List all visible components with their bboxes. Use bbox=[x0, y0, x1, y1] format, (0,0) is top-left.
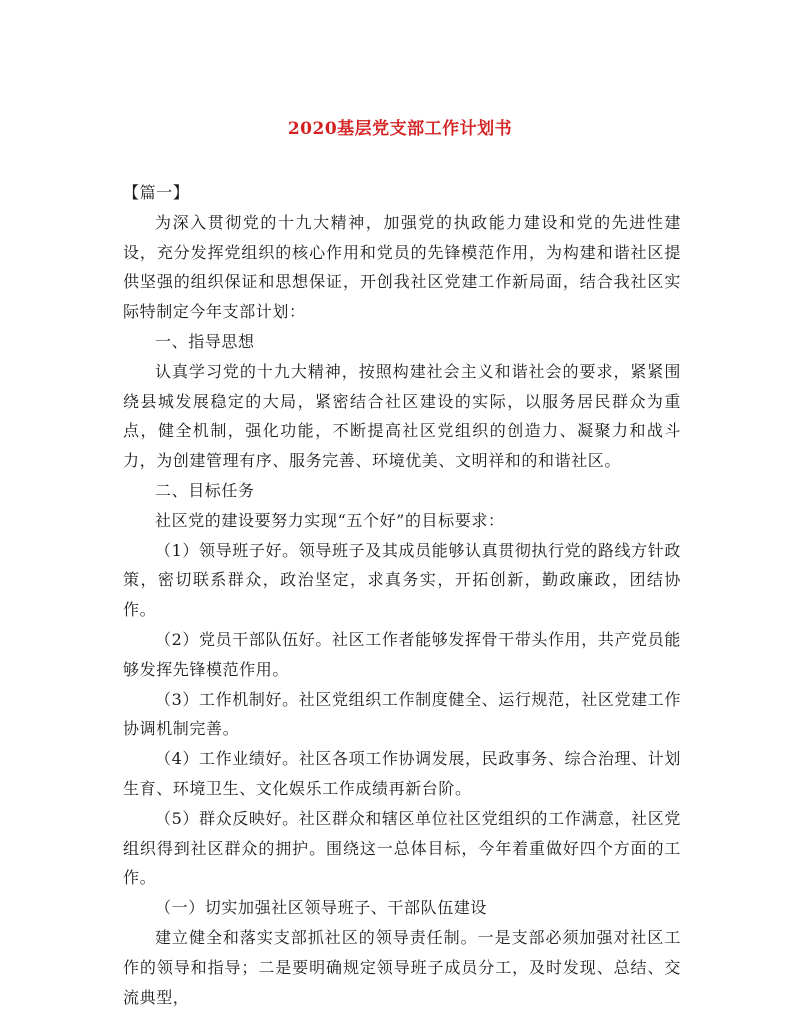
heading-goals-tasks: 二、目标任务 bbox=[155, 480, 255, 500]
paragraph-guiding-ideology: 认真学习党的十九大精神，按照构建社会主义和谐社会的要求，紧紧围绕县城发展稳定的大局，紧密结合社区建设的实际，以服务居民群众为重点，健全机制，强化功能，不断提高社区党组织的创造力、凝聚力和战斗力，为创建管理有序、服务完善、环境优美、文明祥和的和谐社区。 bbox=[123, 361, 681, 471]
document-title: 2020基层党支部工作计划书 bbox=[287, 119, 513, 139]
heading-guiding-ideology: 一、指导思想 bbox=[155, 331, 255, 351]
list-item-goal-2: （2）党员干部队伍好。社区工作者能够发挥骨干带头作用，共产党员能够发挥先锋模范作用。 bbox=[123, 629, 681, 679]
subheading-leadership: （一）切实加强社区领导班子、干部队伍建设 bbox=[155, 898, 488, 918]
list-item-goal-3: （3）工作机制好。社区党组织工作制度健全、运行规范，社区党建工作协调机制完善。 bbox=[123, 689, 681, 739]
list-item-goal-4: （4）工作业绩好。社区各项工作协调发展，民政事务、综合治理、计划生育、环境卫生、文化娱乐工作成绩再新台阶。 bbox=[123, 749, 681, 798]
paragraph-intro: 为深入贯彻党的十九大精神，加强党的执政能力建设和党的先进性建设，充分发挥党组织的核心作用和党员的先锋模范作用，为构建和谐社区提供坚强的组织保证和思想保证，开创我社区党建工作新局面，结合我社区实际特制定今年支部计划： bbox=[123, 212, 681, 322]
list-item-goal-1: （1）领导班子好。领导班子及其成员能够认真贯彻执行党的路线方针政策，密切联系群众，政治坚定，求真务实，开拓创新，勤政廉政，团结协作。 bbox=[123, 540, 681, 620]
document-body bbox=[123, 178, 681, 1012]
paragraph-five-goods: 社区党的建设要努力实现“五个好”的目标要求： bbox=[155, 510, 505, 530]
section-label: 【篇一】 bbox=[123, 183, 190, 202]
list-item-goal-5: （5）群众反映好。社区群众和辖区单位社区党组织的工作满意，社区党组织得到社区群众的拥护。围绕这一总体目标，今年着重做好四个方面的工作。 bbox=[123, 808, 681, 888]
paragraph-responsibility: 建立健全和落实支部抓社区的领导责任制。一是支部必须加强对社区工作的领导和指导；二是要明确规定领导班子成员分工，及时发现、总结、交流典型， bbox=[123, 927, 681, 1007]
